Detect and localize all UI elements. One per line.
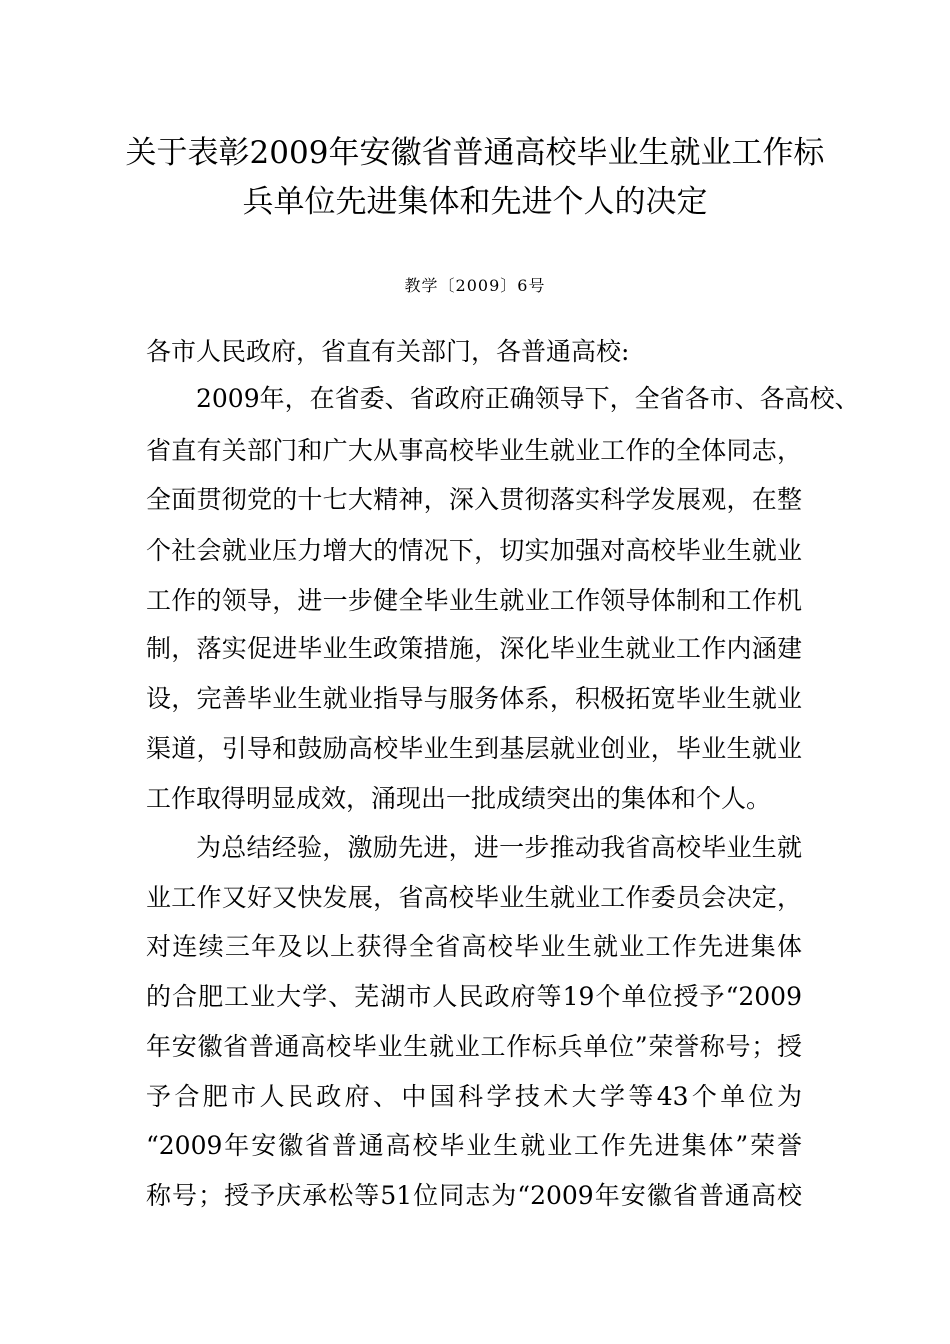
paragraph-line: 设，完善毕业生就业指导与服务体系，积极拓宽毕业生就业: [146, 684, 802, 713]
paragraph-line: 渠道，引导和鼓励高校毕业生到基层就业创业，毕业生就业: [146, 734, 802, 763]
paragraph-line: 个社会就业压力增大的情况下，切实加强对高校毕业生就业: [146, 536, 802, 565]
paragraph-line: 2009年，在省委、省政府正确领导下，全省各市、各高校、: [196, 384, 860, 413]
document-title-line-1: 关于表彰2009年安徽省普通高校毕业生就业工作标: [125, 135, 825, 171]
paragraph-line: 工作取得明显成效，涌现出一批成绩突出的集体和个人。: [146, 784, 772, 813]
paragraph-line: 年安徽省普通高校毕业生就业工作标兵单位”荣誉称号；授: [146, 1032, 802, 1061]
document-title-line-2: 兵单位先进集体和先进个人的决定: [242, 184, 708, 220]
paragraph-line: 业工作又好又快发展，省高校毕业生就业工作委员会决定，: [146, 883, 802, 912]
paragraph-line: “2009年安徽省普通高校毕业生就业工作先进集体”荣誉: [146, 1131, 802, 1160]
paragraph-line: 全面贯彻党的十七大精神，深入贯彻落实科学发展观，在整: [146, 485, 802, 514]
paragraph-line: 对连续三年及以上获得全省高校毕业生就业工作先进集体: [146, 932, 802, 961]
paragraph-line: 制，落实促进毕业生政策措施，深化毕业生就业工作内涵建: [146, 634, 802, 663]
paragraph-line: 为总结经验，激励先进，进一步推动我省高校毕业生就: [196, 833, 802, 862]
salutation: 各市人民政府，省直有关部门，各普通高校:: [146, 337, 630, 366]
paragraph-line: 工作的领导，进一步健全毕业生就业工作领导体制和工作机: [146, 586, 802, 615]
paragraph-line: 的合肥工业大学、芜湖市人民政府等19个单位授予“2009: [146, 982, 802, 1011]
paragraph-line: 省直有关部门和广大从事高校毕业生就业工作的全体同志，: [146, 436, 802, 465]
paragraph-line: 予合肥市人民政府、中国科学技术大学等43个单位为: [146, 1082, 802, 1111]
document-number: 教学〔2009〕6号: [404, 276, 546, 295]
paragraph-line: 称号；授予庆承松等51位同志为“2009年安徽省普通高校: [146, 1181, 802, 1210]
